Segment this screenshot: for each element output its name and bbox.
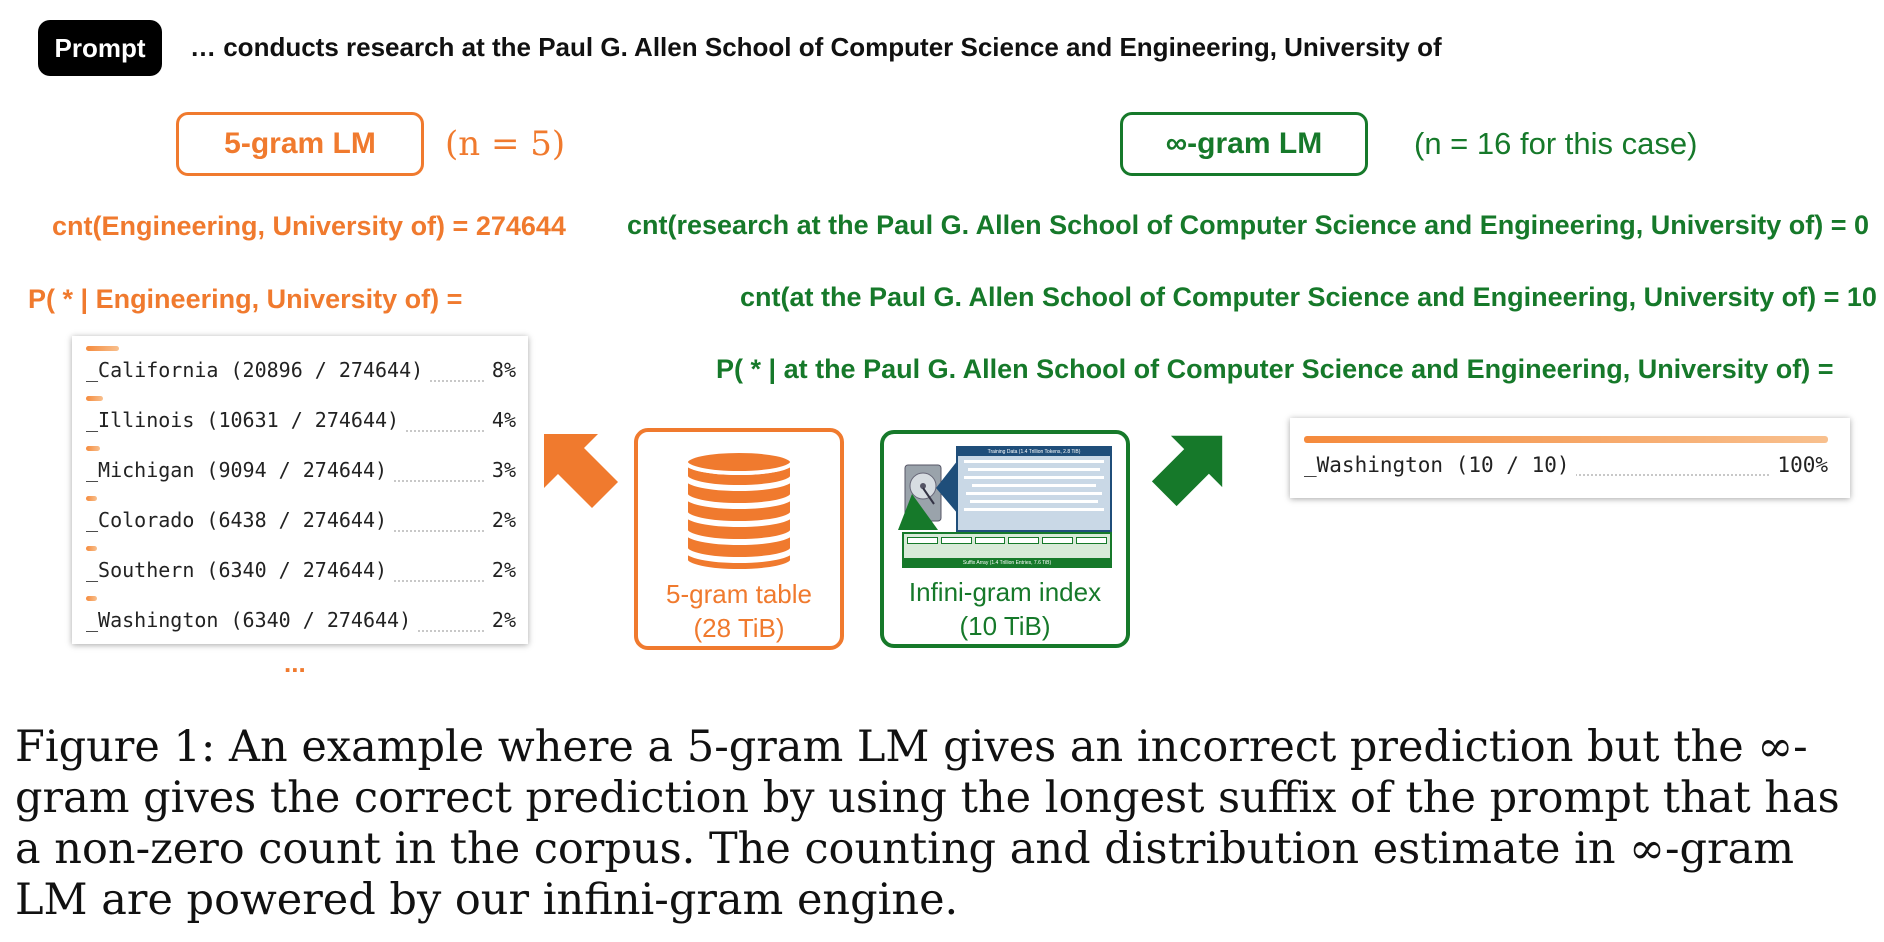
more-items-ellipsis: ... (284, 648, 306, 678)
probability-bar (86, 546, 97, 551)
infini-gram-index-label: Infini-gram index (908, 577, 1102, 607)
training-data-panel (956, 446, 1112, 532)
five-gram-table-size: (28 TiB) (693, 613, 785, 643)
inf-gram-n-note: (n = 16 for this case) (1414, 126, 1698, 161)
token-label: _Washington (10 / 10) (1304, 453, 1576, 477)
prompt-text: … conducts research at the Paul G. Allen School of Computer Science and Engineering, University of (190, 32, 1442, 62)
text-line (968, 468, 1100, 471)
inf-gram-prob-line: P( * | at the Paul G. Allen School of Computer Science and Engineering, University of) = (716, 354, 1834, 384)
token-label: _Michigan (9094 / 274644) (86, 458, 393, 482)
five-gram-prob-line: P( * | Engineering, University of) = (28, 284, 463, 314)
callout-pointer-icon (898, 494, 938, 534)
prompt-badge: Prompt (38, 20, 162, 76)
probability-bar (86, 396, 103, 401)
list-item (86, 446, 516, 496)
training-data-title: Training Data (1.4 Trillion Tokens, 2.8 TiB) (958, 448, 1110, 456)
five-gram-table-box (634, 428, 844, 650)
list-item (86, 346, 516, 396)
suffix-array-title: Suffix Array (1.4 Trillion Entries, 7.6 TiB) (902, 558, 1112, 568)
text-line (964, 460, 1104, 463)
probability-bar (86, 446, 100, 451)
infini-gram-index-box (880, 430, 1130, 648)
token-percent: 100% (1771, 453, 1828, 477)
five-gram-lm-box: 5-gram LM (176, 112, 424, 176)
inf-gram-count-line-2: cnt(at the Paul G. Allen School of Computer Science and Engineering, University of) = 10 (740, 282, 1877, 312)
five-gram-table-label: 5-gram table (666, 579, 812, 609)
token-label: _Southern (6340 / 274644) (86, 558, 393, 582)
text-line (970, 500, 1098, 503)
token-label: _Illinois (10631 / 274644) (86, 408, 405, 432)
list-item (86, 546, 516, 596)
token-label: _California (20896 / 274644) (86, 358, 429, 382)
probability-bar (86, 346, 119, 351)
orange-arrow-icon (540, 430, 620, 510)
inf-gram-count-line-1: cnt(research at the Paul G. Allen School of Computer Science and Engineering, University of) = 0 (627, 210, 1870, 240)
inf-gram-distribution-card (1290, 418, 1850, 498)
token-label: _Colorado (6438 / 274644) (86, 508, 393, 532)
token-percent: 4% (486, 408, 516, 432)
infini-gram-index-size: (10 TiB) (959, 611, 1051, 641)
five-gram-n-note: (n = 5) (445, 124, 566, 164)
text-line (972, 484, 1096, 487)
suffix-array-panel (902, 532, 1112, 560)
token-percent: 2% (486, 558, 516, 582)
list-item (86, 396, 516, 446)
green-arrow-icon (1150, 432, 1226, 508)
probability-bar (86, 596, 97, 601)
token-percent: 3% (486, 458, 516, 482)
token-percent: 2% (486, 508, 516, 532)
probability-bar (86, 496, 97, 501)
list-item (1304, 436, 1828, 486)
list-item (86, 496, 516, 546)
token-percent: 2% (486, 608, 516, 632)
figure-caption: Figure 1: An example where a 5-gram LM gives an incorrect prediction but the ∞-gram gives the correct prediction by using the longest suffix of the prompt that has a non-zero count in the corpus. The counting and distribution estimate in ∞-gram LM are powered by our infini-gram engine. (15, 722, 1840, 925)
token-percent: 8% (486, 358, 516, 382)
text-line (964, 476, 1104, 479)
list-item (86, 596, 516, 646)
five-gram-distribution-card (72, 336, 528, 644)
probability-bar (1304, 436, 1828, 443)
text-line (964, 508, 1104, 511)
database-icon (682, 448, 796, 572)
inf-gram-lm-box: ∞-gram LM (1120, 112, 1368, 176)
text-line (966, 492, 1102, 495)
five-gram-count-line: cnt(Engineering, University of) = 274644 (52, 211, 566, 241)
token-label: _Washington (6340 / 274644) (86, 608, 417, 632)
